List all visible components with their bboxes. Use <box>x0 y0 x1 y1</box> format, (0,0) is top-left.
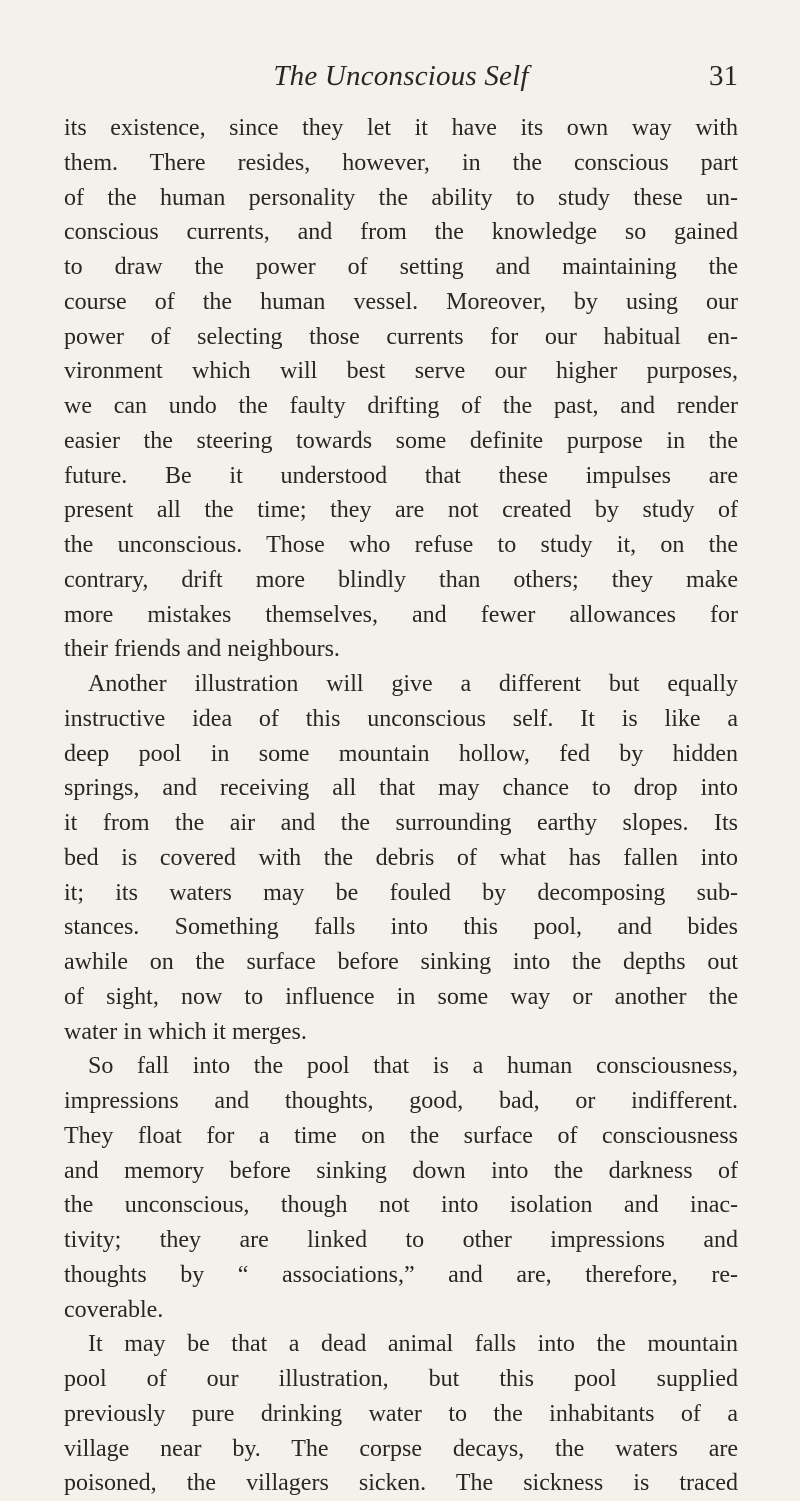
text-line: impressions and thoughts, good, bad, or indifferent. <box>64 1088 738 1114</box>
text-line: we can undo the faulty drifting of the past, and render <box>64 393 738 419</box>
text-line: poisoned, the villagers sicken. The sickness is traced <box>64 1470 738 1497</box>
text-line: conscious currents, and from the knowledge so gained <box>64 219 738 246</box>
running-title: The Unconscious Self <box>273 60 529 92</box>
text-line: awhile on the surface before sinking into the depths out <box>64 949 738 975</box>
text-line: them. There resides, however, in the conscious part <box>64 149 738 176</box>
text-line: water in which it merges. <box>64 1018 307 1045</box>
text-line: vironment which will best serve our higher purposes, <box>64 358 738 385</box>
text-line: village near by. The corpse decays, the waters are <box>64 1435 738 1462</box>
text-line: thoughts by “ associations,” and are, therefore, re- <box>64 1261 738 1288</box>
text-line: of sight, now to influence in some way or another the <box>64 983 738 1010</box>
text-line: more mistakes themselves, and fewer allowances for <box>64 601 738 628</box>
text-line: springs, and receiving all that may chance to drop into <box>64 775 738 802</box>
text-line: contrary, drift more blindly than others; they make <box>64 566 738 593</box>
text-line: present all the time; they are not created by study of <box>64 497 738 524</box>
text-line: the unconscious, though not into isolation and inac- <box>64 1192 738 1219</box>
text-line: stances. Something falls into this pool, and bides <box>64 914 738 941</box>
text-line: their friends and neighbours. <box>64 636 340 663</box>
text-line: previously pure drinking water to the inhabitants of a <box>64 1400 738 1427</box>
text-line: future. Be it understood that these impulses are <box>64 462 738 489</box>
body-text <box>64 111 738 1501</box>
text-line: easier the steering towards some definite purpose in the <box>64 427 738 454</box>
page-number: 31 <box>709 60 738 92</box>
text-line: Another illustration will give a different but equally <box>88 671 738 697</box>
text-line: coverable. <box>64 1296 164 1323</box>
text-line: it from the air and the surrounding earthy slopes. Its <box>64 810 738 836</box>
text-line: the unconscious. Those who refuse to study it, on the <box>64 532 738 558</box>
text-line: and memory before sinking down into the darkness of <box>64 1157 738 1184</box>
text-line: So fall into the pool that is a human consciousness, <box>88 1053 738 1080</box>
text-line: its existence, since they let it have its own way with <box>64 115 738 141</box>
text-line: pool of our illustration, but this pool supplied <box>64 1366 738 1392</box>
running-head <box>64 56 738 96</box>
text-line: bed is covered with the debris of what has fallen into <box>64 844 738 871</box>
text-line: It may be that a dead animal falls into the mountain <box>88 1331 738 1358</box>
text-line: power of selecting those currents for our habitual en- <box>64 323 738 350</box>
text-line: deep pool in some mountain hollow, fed by hidden <box>64 740 738 767</box>
text-line: it; its waters may be fouled by decomposing sub- <box>64 879 738 906</box>
text-line: of the human personality the ability to study these un- <box>64 184 738 211</box>
text-line: They float for a time on the surface of consciousness <box>64 1122 738 1149</box>
text-line: course of the human vessel. Moreover, by using our <box>64 288 738 315</box>
text-line: to draw the power of setting and maintaining the <box>64 254 738 280</box>
text-line: tivity; they are linked to other impressions and <box>64 1227 738 1253</box>
text-line: instructive idea of this unconscious self. It is like a <box>64 705 738 732</box>
